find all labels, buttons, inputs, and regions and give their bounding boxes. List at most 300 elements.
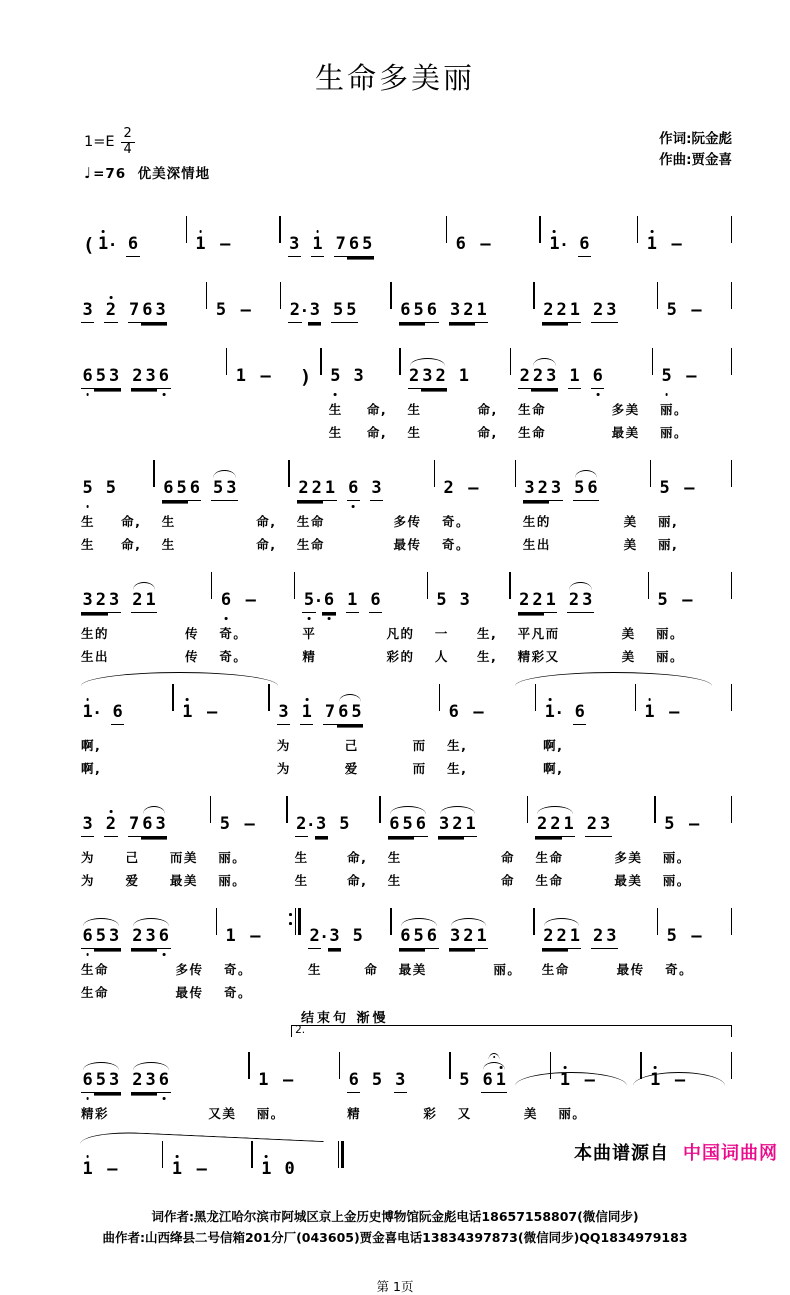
note: 3 <box>523 479 536 501</box>
note: 6 <box>425 927 438 949</box>
note: 5 <box>573 479 586 501</box>
octave-dot-above <box>316 230 319 233</box>
system-row <box>74 269 732 331</box>
measure <box>401 335 510 443</box>
note: 5 <box>175 479 188 501</box>
lyric-syllable: 最美 <box>169 872 198 888</box>
measure <box>227 335 320 443</box>
note-row <box>535 269 657 331</box>
note: 3 <box>315 815 328 837</box>
measure <box>528 783 654 891</box>
barline <box>731 269 732 309</box>
barline <box>731 783 732 823</box>
note: 2 <box>451 815 464 837</box>
lyric-line <box>74 509 153 532</box>
lyric-line <box>516 509 650 532</box>
note: 6 <box>414 815 427 837</box>
note: 7 <box>334 235 347 257</box>
lyric-line <box>392 957 534 980</box>
note: 1 <box>645 235 658 257</box>
measure <box>74 671 172 779</box>
note: – <box>669 702 680 723</box>
lyric-line <box>658 980 731 1003</box>
lyric-line <box>511 621 648 644</box>
lyric-syllable: 啊, <box>543 737 564 753</box>
note: – <box>240 300 251 321</box>
measure <box>217 895 290 1003</box>
note-row <box>551 1039 640 1101</box>
lyric-syllable: 啊, <box>81 760 102 776</box>
lyric-syllable: 丽。 <box>659 424 688 440</box>
measure <box>516 447 650 555</box>
lyric-syllable: 精 <box>302 648 317 664</box>
note: – <box>691 300 702 321</box>
note: – <box>207 702 218 723</box>
octave-dot-above <box>102 230 105 233</box>
note-row <box>528 783 654 845</box>
octave-dot-above <box>654 1066 657 1069</box>
measure <box>74 895 216 1003</box>
note-row <box>281 203 446 265</box>
note: ) <box>299 366 312 389</box>
note-row <box>392 895 534 957</box>
note-row <box>511 559 648 621</box>
augmentation-dot: · <box>561 236 567 254</box>
note-row <box>535 895 657 957</box>
key-signature <box>84 127 135 158</box>
lyric-syllable: 生出 <box>522 536 551 552</box>
lyric-line <box>651 532 731 555</box>
lyric-syllable: 精 <box>347 1105 362 1121</box>
barline-mark <box>731 216 732 243</box>
note: 5 <box>81 479 94 501</box>
lyric-syllable: 啊, <box>543 760 564 776</box>
note: 3 <box>353 366 364 387</box>
augmentation-dot: · <box>315 592 322 610</box>
lyric-syllable: 美 <box>523 1105 538 1121</box>
measure <box>211 783 286 891</box>
note: 5 <box>219 814 231 835</box>
note: 2 <box>462 301 475 323</box>
lyric-line <box>649 644 731 667</box>
note: 6 <box>388 815 401 837</box>
lyric-syllable: 奇。 <box>441 513 470 529</box>
lyric-syllable: 生 <box>294 849 309 865</box>
lyric-line <box>155 509 289 532</box>
octave-dot-below <box>665 393 668 396</box>
lyric-syllable: 奇。 <box>441 536 470 552</box>
lyric-line <box>392 980 534 1003</box>
lyric-syllable: 生出 <box>81 648 110 664</box>
lyric-syllable: 彩 <box>423 1105 438 1121</box>
lyric-line <box>653 397 731 420</box>
note: 6 <box>347 479 360 501</box>
note: 3 <box>108 1071 121 1093</box>
barline <box>731 203 732 243</box>
system-row <box>74 203 732 265</box>
note: 1 <box>170 1160 183 1182</box>
note: 5 <box>329 367 342 389</box>
octave-dot-above <box>265 1155 268 1158</box>
lyric-syllable: 丽。 <box>656 648 685 664</box>
lyric-syllable: 传 <box>185 648 200 664</box>
time-signature <box>121 127 135 158</box>
final-barline <box>338 1128 344 1168</box>
note-row <box>435 447 515 509</box>
note: 2 <box>542 301 555 323</box>
lyric-line <box>74 980 216 1003</box>
score-header <box>0 105 790 189</box>
octave-dot-above <box>186 698 189 701</box>
note-row <box>74 783 210 845</box>
note-row <box>250 1039 339 1101</box>
lyric-line <box>636 733 731 756</box>
lyric-line <box>74 532 153 555</box>
music-system <box>74 203 732 265</box>
lyric-syllable: 生 <box>161 536 176 552</box>
note: 1 <box>568 301 581 323</box>
octave-dot-below <box>162 953 165 956</box>
note-row <box>656 783 731 845</box>
lyric-syllable: 生, <box>476 648 498 664</box>
note: 1 <box>260 1160 273 1182</box>
lyric-line <box>212 621 294 644</box>
lyric-syllable: 美 <box>623 513 638 529</box>
note-row <box>651 447 731 509</box>
octave-dot-below <box>328 617 331 620</box>
note: 2 <box>535 815 548 837</box>
note: 1 <box>568 927 581 949</box>
measure <box>174 671 269 779</box>
note: 3 <box>308 301 321 323</box>
system-row <box>74 559 732 667</box>
note: 1 <box>194 235 207 257</box>
tie-group <box>573 479 600 501</box>
note: 6 <box>337 703 350 725</box>
note: 6 <box>399 927 412 949</box>
note: 2 <box>434 367 447 389</box>
lyric-line <box>288 868 380 891</box>
fermata-icon <box>489 1053 500 1060</box>
note: 6 <box>347 235 360 257</box>
lyric-line <box>174 733 269 756</box>
note-row <box>511 335 652 397</box>
note: 2 <box>408 367 421 389</box>
note: 2 <box>591 927 604 949</box>
lyric-line <box>658 957 731 980</box>
note-row <box>392 269 534 331</box>
measure <box>290 447 434 555</box>
note: – <box>468 478 479 499</box>
note: 2 <box>131 927 144 949</box>
lyricist-contact-line: 词作者:黑龙江哈尔滨市阿城区京上金历史博物馆阮金彪电话18657158807(微信同步) <box>151 1209 639 1224</box>
note: 6 <box>347 1071 360 1093</box>
footer-contact <box>0 1206 790 1249</box>
lyric-syllable: 生的 <box>81 625 110 641</box>
barline-thick <box>341 1141 344 1168</box>
note: 5 <box>94 927 107 949</box>
tie-group <box>535 815 575 837</box>
note: 1 <box>464 815 477 837</box>
lyric-line <box>301 957 390 980</box>
note: 1 <box>258 1070 269 1091</box>
note: 1 <box>96 235 109 257</box>
note: 2 <box>542 927 555 949</box>
augmentation-dot: · <box>556 704 563 722</box>
note: 5 <box>412 927 425 949</box>
note: 1 <box>649 1071 662 1093</box>
tie-group <box>567 591 594 613</box>
lyric-syllable: 平 <box>302 625 317 641</box>
note-row <box>301 895 390 957</box>
system-row <box>74 447 732 555</box>
lyric-line <box>511 644 648 667</box>
augmentation-dot: · <box>94 704 100 722</box>
lyric-line <box>74 845 210 868</box>
lyric-syllable: 命, <box>256 513 277 529</box>
measure <box>392 269 534 331</box>
note: 5 <box>659 478 670 499</box>
note: 1 <box>543 703 556 725</box>
note: 5 <box>105 478 116 499</box>
note-row <box>322 335 399 397</box>
lyric-syllable: 己 <box>344 737 359 753</box>
system-row <box>74 335 732 443</box>
note: 2 <box>308 927 321 949</box>
lyric-syllable: 为 <box>81 849 96 865</box>
note: 5 <box>361 235 374 257</box>
barline-mark <box>731 796 732 823</box>
note: 6 <box>399 301 412 323</box>
lyric-line <box>290 532 434 555</box>
measure <box>187 203 279 265</box>
measure <box>636 671 731 779</box>
octave-dot-above <box>109 296 112 299</box>
octave-dot-above <box>499 1066 502 1069</box>
note-row <box>653 335 731 397</box>
note-row <box>74 447 153 509</box>
lyric-syllable: 而 <box>412 760 427 776</box>
note: 2 <box>310 479 323 501</box>
note: 3 <box>438 815 451 837</box>
measure <box>535 269 657 331</box>
note: 1 <box>475 927 488 949</box>
lyric-line <box>227 397 320 420</box>
note: 6 <box>81 367 94 389</box>
lyric-line <box>290 509 434 532</box>
lyric-line <box>212 644 294 667</box>
lyric-line <box>551 1101 640 1124</box>
note: – <box>584 1070 595 1091</box>
lyric-syllable: 命, <box>256 536 277 552</box>
note: 3 <box>549 479 562 501</box>
note: 1 <box>548 235 561 257</box>
lyric-syllable: 生 <box>81 513 96 529</box>
lyric-line <box>535 957 657 980</box>
lyric-syllable: 丽。 <box>662 872 691 888</box>
note: – <box>688 814 700 835</box>
note: 6 <box>425 301 438 323</box>
note-row <box>227 335 320 397</box>
lyric-syllable: 生 <box>81 536 96 552</box>
lyric-line <box>74 397 226 420</box>
note: 1 <box>458 366 469 387</box>
lyric-syllable: 奇。 <box>665 961 694 977</box>
measure <box>253 1128 338 1190</box>
lyric-syllable: 生 <box>387 849 402 865</box>
note: – <box>480 234 491 255</box>
lyric-syllable: 最传 <box>393 536 422 552</box>
note: 3 <box>605 301 618 323</box>
barline-mark <box>731 684 732 711</box>
note: 2 <box>585 815 598 837</box>
lyric-syllable: 命, <box>366 424 388 440</box>
lyric-line <box>270 756 439 779</box>
lyric-syllable: 最传 <box>175 984 204 1000</box>
lyric-syllable: 丽。 <box>558 1105 587 1121</box>
lyric-syllable: 传 <box>185 625 200 641</box>
note: 1 <box>300 703 313 725</box>
note: 3 <box>449 927 462 949</box>
note-row <box>541 203 637 265</box>
lyric-line <box>211 868 286 891</box>
note: 6 <box>322 591 335 613</box>
measure <box>281 203 446 265</box>
note-row <box>74 1039 248 1101</box>
note: 6 <box>188 479 201 501</box>
barline-mark <box>731 908 732 935</box>
octave-dot-above <box>199 230 202 233</box>
lyric-syllable: 生 <box>328 401 343 417</box>
lyric-syllable: 生 <box>307 961 322 977</box>
note-row <box>290 447 434 509</box>
note: 3 <box>225 479 238 501</box>
note: 0 <box>284 1159 295 1180</box>
note-row <box>642 1039 731 1101</box>
note: 2 <box>295 815 308 837</box>
octave-dot-below <box>162 393 165 396</box>
note: 5 <box>350 703 363 725</box>
note: 5 <box>371 1070 383 1091</box>
lyric-syllable: 命 <box>501 849 516 865</box>
lyric-line <box>288 845 380 868</box>
lyric-line <box>74 756 172 779</box>
note: – <box>220 234 231 255</box>
lyric-syllable: 生命 <box>296 536 325 552</box>
lyric-line <box>656 845 731 868</box>
lyric-syllable: 生的 <box>522 513 551 529</box>
lyric-syllable: 爱 <box>125 872 140 888</box>
lyric-syllable: 命, <box>477 401 498 417</box>
note: 5 <box>660 367 673 389</box>
lyric-syllable: 而美 <box>169 849 198 865</box>
system-row <box>74 895 732 1003</box>
note: 1 <box>323 479 336 501</box>
augmentation-dot: · <box>109 236 116 254</box>
lyric-syllable: 生 <box>328 424 343 440</box>
note: 2 <box>591 301 604 323</box>
measure <box>288 783 380 891</box>
lyric-line <box>636 756 731 779</box>
lyric-line <box>649 621 731 644</box>
lyric-syllable: 命 <box>501 872 516 888</box>
lyric-syllable: 平凡而 <box>517 625 560 641</box>
note: – <box>107 1159 118 1180</box>
lyric-syllable: 多传 <box>393 513 422 529</box>
note: 2 <box>518 367 531 389</box>
octave-dot-above <box>305 698 308 701</box>
note: 3 <box>288 235 301 257</box>
octave-dot-below <box>596 393 599 396</box>
barline-mark <box>731 572 732 599</box>
lyric-line <box>174 756 269 779</box>
note-row <box>451 1039 550 1101</box>
tie-group <box>449 927 489 949</box>
note: – <box>691 926 702 947</box>
note: 5 <box>345 301 358 323</box>
lyric-line <box>451 1101 550 1124</box>
lyric-syllable: 生命 <box>518 401 547 417</box>
note-row <box>649 559 731 621</box>
lyric-syllable: 又美 <box>208 1105 237 1121</box>
time-signature-denominator: 4 <box>123 141 132 157</box>
note: 1 <box>81 1160 94 1182</box>
lyric-line <box>435 509 515 532</box>
note: 6 <box>162 479 175 501</box>
lyric-syllable: 生命 <box>518 424 547 440</box>
note-row <box>155 447 289 509</box>
lyric-syllable: 丽。 <box>659 401 688 417</box>
lyric-syllable: 最传 <box>616 961 645 977</box>
measure <box>281 269 390 331</box>
lyric-line <box>250 1101 339 1124</box>
barline-mark <box>731 348 732 375</box>
lyric-syllable: 命, <box>121 536 142 552</box>
lyric-syllable: 生命 <box>535 849 564 865</box>
note: 5 <box>94 1071 107 1093</box>
note: 6 <box>157 927 170 949</box>
note: 5 <box>211 479 224 501</box>
lyric-syllable: 生命 <box>296 513 325 529</box>
brand-name: 中国词曲网 <box>683 1143 778 1164</box>
barline-thin <box>295 908 296 935</box>
tie-group <box>481 1071 508 1093</box>
note: 5 <box>331 301 344 323</box>
lyric-line <box>516 532 650 555</box>
measure <box>74 447 153 555</box>
lyric-syllable: 啊, <box>81 737 102 753</box>
note-row <box>253 1128 338 1190</box>
barline-mark <box>731 1052 732 1079</box>
lyric-line <box>528 845 654 868</box>
note: 3 <box>328 927 341 949</box>
note: 2 <box>555 927 568 949</box>
key-label: 1=E <box>84 134 115 151</box>
tie-group <box>337 703 364 725</box>
note: – <box>682 590 693 611</box>
note: 6 <box>573 703 586 725</box>
note: 3 <box>277 703 290 725</box>
octave-dot-above <box>86 1155 89 1158</box>
tie-group <box>131 927 171 949</box>
lyric-syllable: 又 <box>457 1105 472 1121</box>
music-system <box>74 1007 732 1124</box>
lyric-syllable: 命 <box>364 961 379 977</box>
octave-dot-below <box>86 393 89 396</box>
lyric-syllable: 丽。 <box>662 849 691 865</box>
note-row <box>340 1039 449 1101</box>
note-row <box>74 203 186 265</box>
